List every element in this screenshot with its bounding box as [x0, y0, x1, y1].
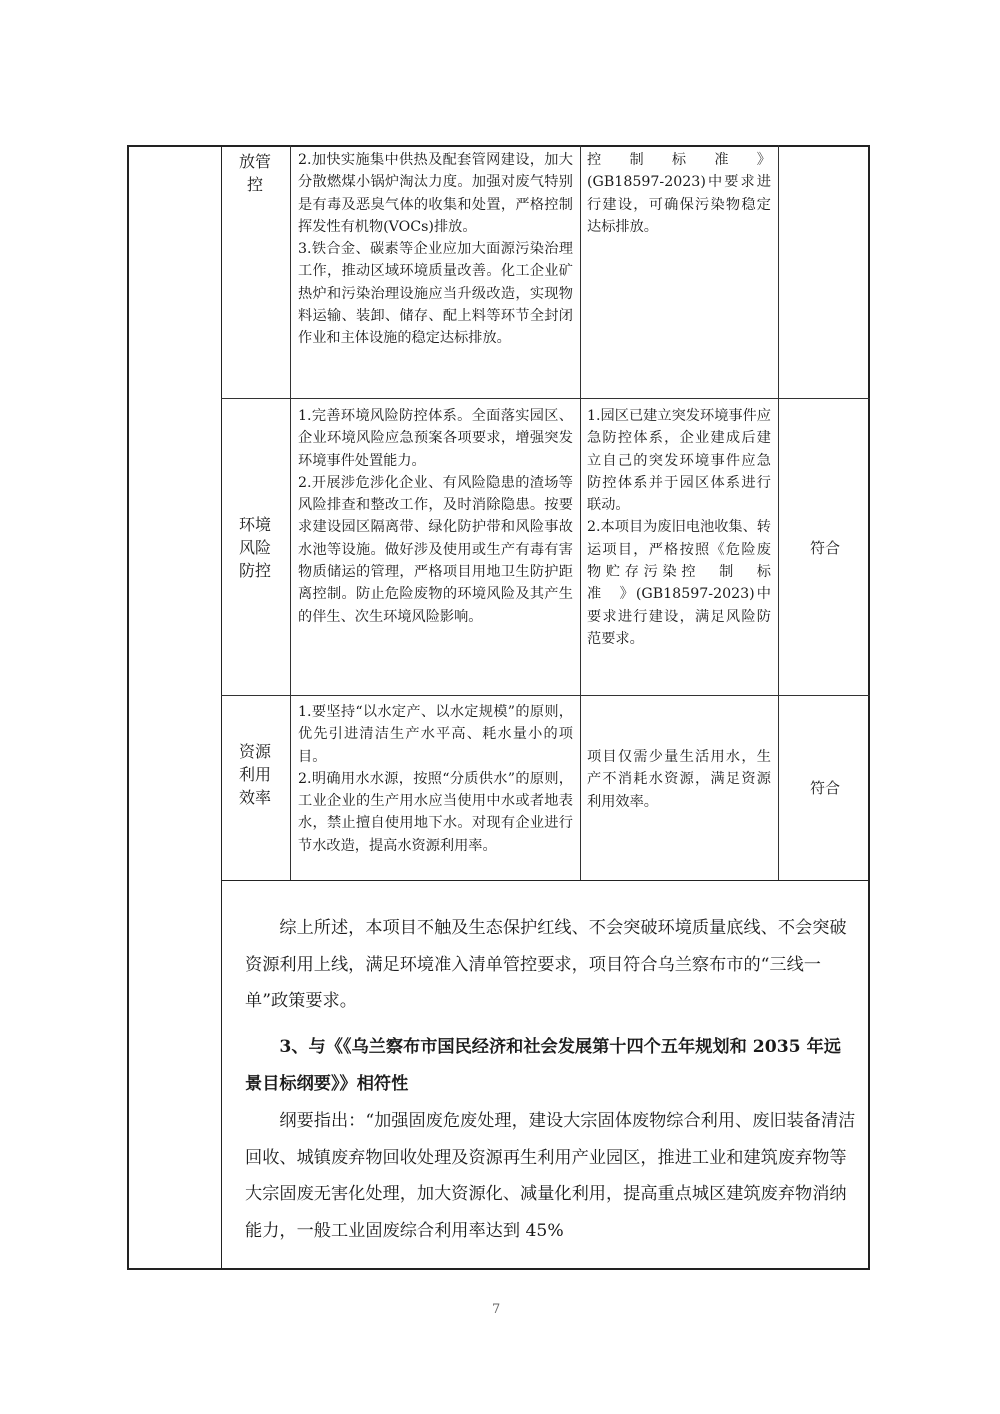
outline-paragraph: 纲要指出：“加强固废危废处理，建设大宗固体废物综合利用、废旧装备清洁回收、城镇废弃物回收处理及资源再生利用产业园区，推进工业和建筑废弃物等大宗固废无害化处理，加大资源化、减量化利用，提高重点城区建筑废弃物消纳能力，一般工业固废综合利用率达到 45%: [245, 1111, 856, 1241]
page-number: 7: [492, 1302, 501, 1317]
table-col-divider-3: [778, 145, 779, 880]
row2-conclusion: 符合: [809, 539, 840, 557]
row2-category: 环境 风险 防控: [238, 515, 271, 580]
row1-analysis: 控 制 标 准 》(GB18597-2023)中要求进行建设，可确保污染物稳定达标排放。: [587, 152, 771, 235]
table-col-divider-1: [290, 145, 291, 880]
table-row-divider-1: [221, 398, 870, 399]
row1-category: 放管 控: [238, 152, 271, 194]
section-heading: 3、与《《乌兰察布市国民经济和社会发展第十四个五年规划和 2035 年远景目标纲要》》相符性: [245, 1037, 841, 1094]
table-col-divider-2: [580, 145, 581, 880]
row3-analysis: 项目仅需少量生活用水，生产不消耗水资源，满足资源利用效率。: [587, 749, 771, 810]
row3-requirement: 1.要坚持“以水定产、以水定规模”的原则，优先引进清洁生产水平高、耗水量小的项目。 2.明确用水水源，按照“分质供水”的原则，工业企业的生产用水应当使用中水或者地表水，禁止擅自使用地下水。对现有企业进行节水改造，提高水资源利用率。: [298, 704, 573, 854]
left-column-divider: [221, 145, 222, 1270]
row2-analysis: 1.园区已建立突发环境事件应急防控体系，企业建成后建立自己的突发环境事件应急防控体系并于园区体系进行联动。 2.本项目为废旧电池收集、转运项目，严格按照《危险废物贮存污染控 制 标 准 》(GB18597-2023)中要求进行建设，满足风险防范要求。: [587, 408, 771, 647]
row3-conclusion: 符合: [809, 779, 840, 797]
row2-requirement: 1.完善环境风险防控体系。全面落实园区、企业环境风险应急预案各项要求，增强突发环境事件处置能力。 2.开展涉危涉化企业、有风险隐患的渣场等风险排查和整改工作，及时消除隐患。按要求建设园区隔离带、绿化防护带和风险事故水池等设施。做好涉及使用或生产有毒有害物质储运的管理，严格项目用地卫生防护距离控制。防止危险废物的环境风险及其产生的伴生、次生环境风险影响。: [298, 408, 573, 625]
summary-paragraph: 综上所述，本项目不触及生态保护红线、不会突破环境质量底线、不会突破资源利用上线，满足环境准入清单管控要求，项目符合乌兰察布市的“三线一单”政策要求。: [245, 918, 847, 1011]
table-row-divider-2: [221, 695, 870, 696]
row3-category: 资源 利用 效率: [238, 742, 271, 807]
table-bottom-border: [221, 880, 870, 881]
row1-requirement: 2.加快实施集中供热及配套管网建设，加大分散燃煤小锅炉淘汰力度。加强对废气特别是有毒及恶臭气体的收集和处置，严格控制挥发性有机物(VOCs)排放。 3.铁合金、碳素等企业应加大面源污染治理工作，推动区域环境质量改善。化工企业矿热炉和污染治理设施应当升级改造，实现物料运输、装卸、储存、配上料等环节全封闭作业和主体设施的稳定达标排放。: [298, 152, 573, 347]
